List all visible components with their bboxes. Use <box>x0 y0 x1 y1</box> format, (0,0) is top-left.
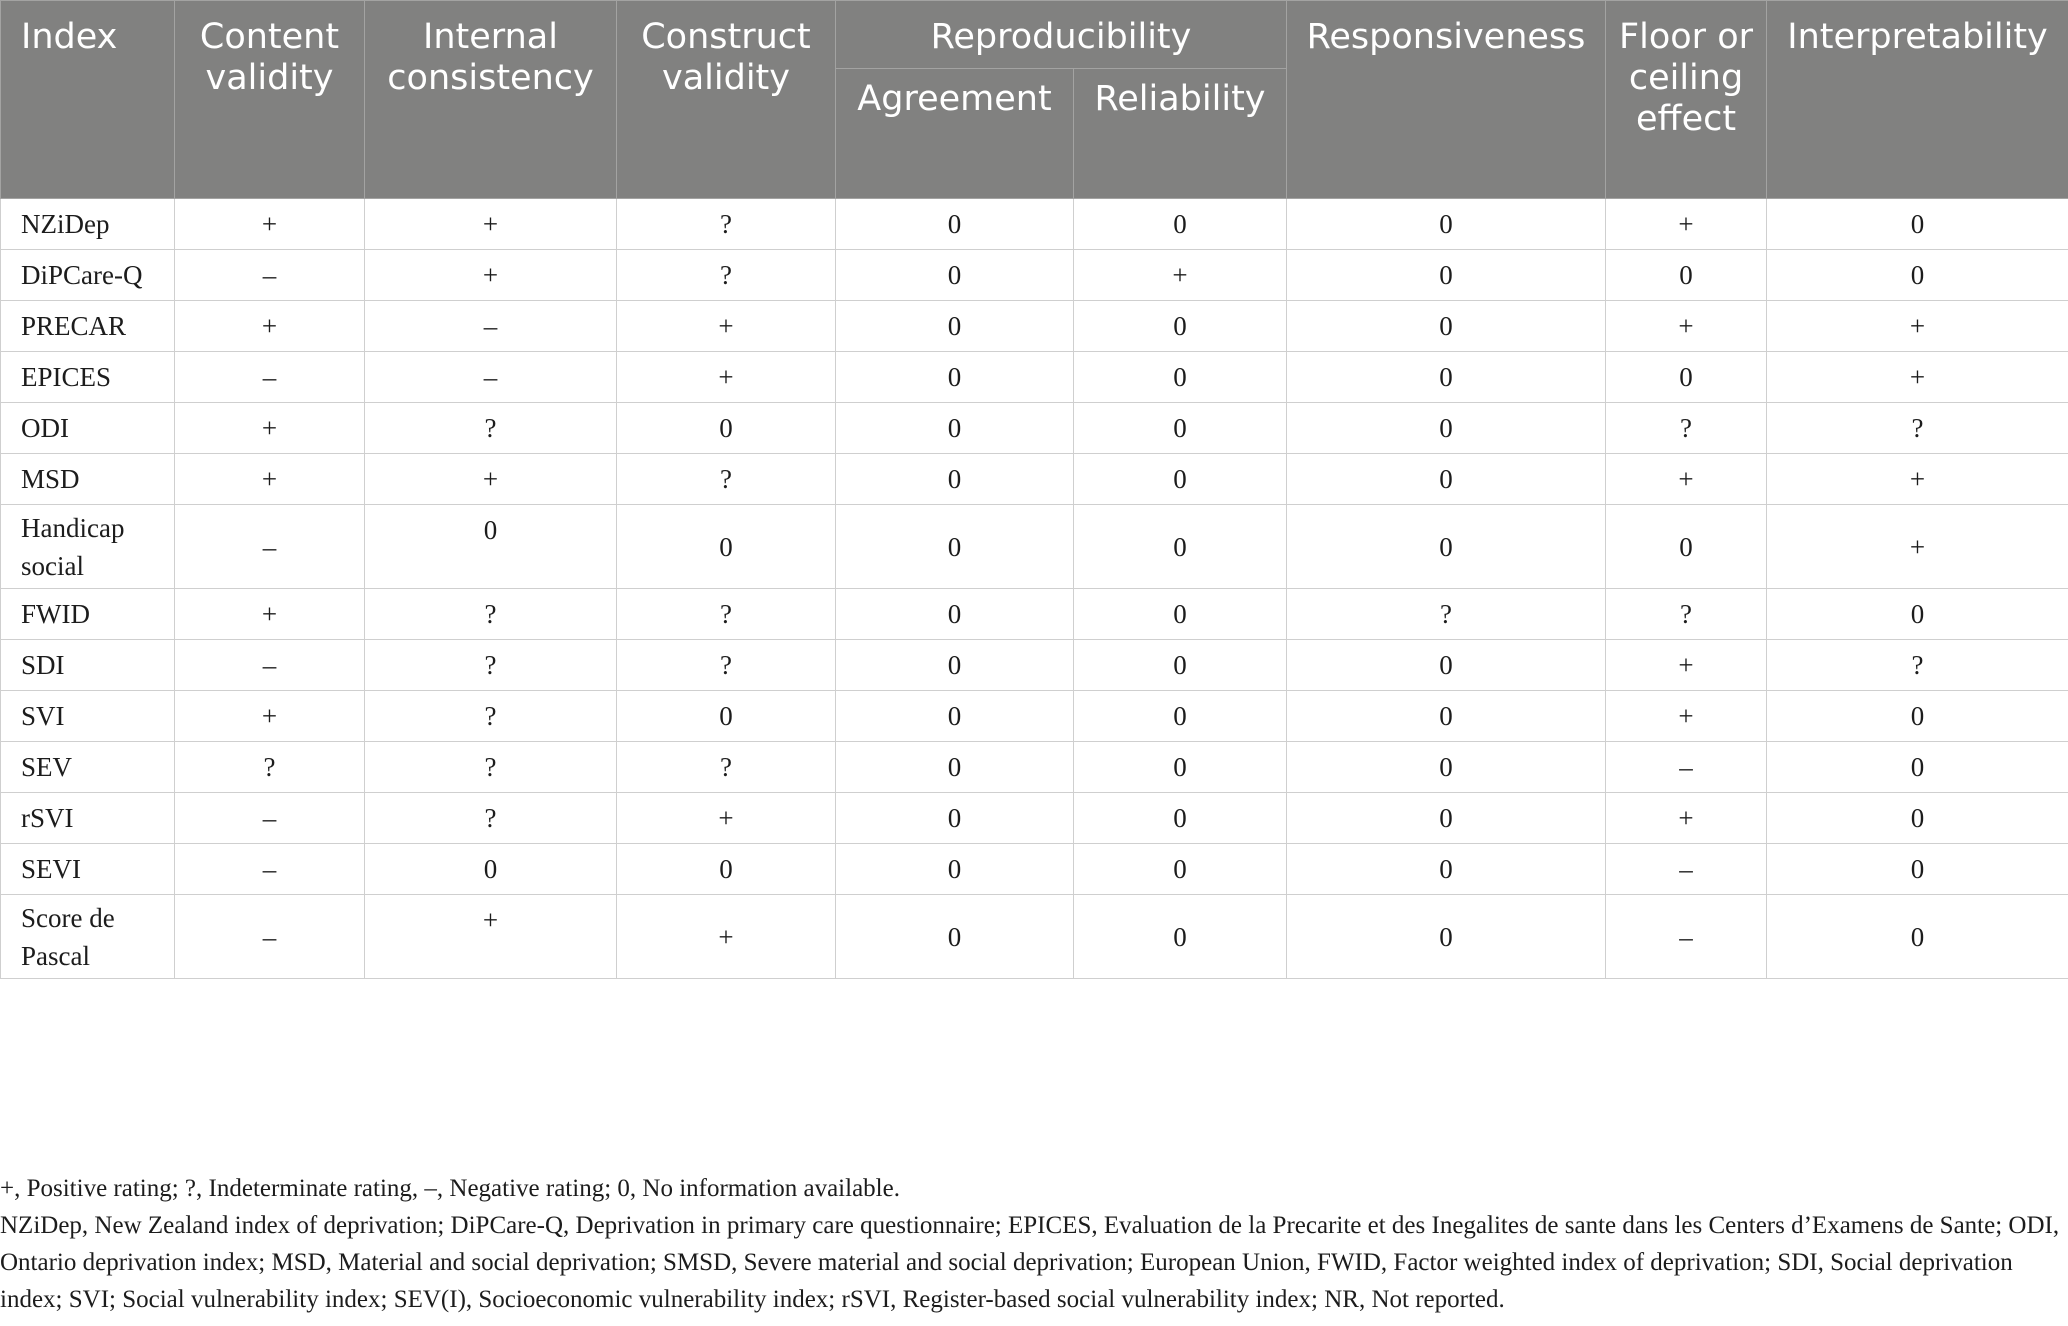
index-cell: ODI <box>1 403 175 454</box>
floor-ceiling-cell: – <box>1606 844 1767 895</box>
interpretability-cell: 0 <box>1767 742 2068 793</box>
interpretability-cell: ? <box>1767 403 2068 454</box>
reliability-cell: 0 <box>1074 895 1287 979</box>
floor-ceiling-cell: – <box>1606 742 1767 793</box>
internal-consistency-cell: + <box>365 199 617 250</box>
content-validity-cell: ? <box>175 742 365 793</box>
index-cell: SVI <box>1 691 175 742</box>
interpretability-cell: + <box>1767 505 2068 589</box>
reliability-cell: 0 <box>1074 742 1287 793</box>
internal-consistency-cell: + <box>365 895 617 979</box>
interpretability-cell: 0 <box>1767 793 2068 844</box>
header-reliability: Reliability <box>1074 69 1287 199</box>
internal-consistency-cell: 0 <box>365 844 617 895</box>
agreement-cell: 0 <box>836 505 1074 589</box>
reliability-cell: 0 <box>1074 352 1287 403</box>
content-validity-cell: + <box>175 691 365 742</box>
table-row <box>1 301 2068 352</box>
internal-consistency-cell: + <box>365 454 617 505</box>
header-internal-consistency: Internal consistency <box>365 1 617 199</box>
responsiveness-cell: 0 <box>1287 895 1606 979</box>
index-cell: PRECAR <box>1 301 175 352</box>
agreement-cell: 0 <box>836 742 1074 793</box>
index-cell: FWID <box>1 589 175 640</box>
construct-validity-cell: ? <box>617 640 836 691</box>
table-row <box>1 844 2068 895</box>
reliability-cell: 0 <box>1074 505 1287 589</box>
table-row <box>1 640 2068 691</box>
index-cell: Score de Pascal <box>1 895 175 979</box>
internal-consistency-cell: + <box>365 250 617 301</box>
index-cell: DiPCare-Q <box>1 250 175 301</box>
agreement-cell: 0 <box>836 352 1074 403</box>
footnote-legend: +, Positive rating; ?, Indeterminate rating, –, Negative rating; 0, No information available. <box>0 1175 900 1202</box>
header-content-validity: Content validity <box>175 1 365 199</box>
responsiveness-cell: 0 <box>1287 352 1606 403</box>
table-row <box>1 895 2068 979</box>
table-row <box>1 199 2068 250</box>
agreement-cell: 0 <box>836 403 1074 454</box>
floor-ceiling-cell: 0 <box>1606 250 1767 301</box>
reliability-cell: 0 <box>1074 301 1287 352</box>
reliability-cell: 0 <box>1074 199 1287 250</box>
table-footnotes <box>0 1170 2062 1318</box>
agreement-cell: 0 <box>836 895 1074 979</box>
floor-ceiling-cell: 0 <box>1606 505 1767 589</box>
reliability-cell: 0 <box>1074 691 1287 742</box>
table-header <box>1 1 2068 199</box>
agreement-cell: 0 <box>836 250 1074 301</box>
responsiveness-cell: 0 <box>1287 691 1606 742</box>
construct-validity-cell: ? <box>617 742 836 793</box>
responsiveness-cell: 0 <box>1287 199 1606 250</box>
reliability-cell: 0 <box>1074 844 1287 895</box>
construct-validity-cell: + <box>617 301 836 352</box>
table-row <box>1 505 2068 589</box>
table-row <box>1 793 2068 844</box>
footnote-abbreviations: NZiDep, New Zealand index of deprivation; DiPCare-Q, Deprivation in primary care questionnaire; EPICES, Evaluation de la Precarite et des Inegalites de sante dans les Centers d’Examens de Sante; ODI, Ontario deprivation index; MSD, Material and social deprivation; SMSD, Severe material and social deprivation; European Union, FWID, Factor weighted index of deprivation; SDI, Social deprivation index; SVI; Social vulnerability index; SEV(I), Socioeconomic vulnerability index; rSVI, Register-based social vulnerability index; NR, Not reported. <box>0 1212 2060 1313</box>
content-validity-cell: – <box>175 844 365 895</box>
table-row <box>1 352 2068 403</box>
construct-validity-cell: ? <box>617 250 836 301</box>
table-row <box>1 691 2068 742</box>
floor-ceiling-cell: + <box>1606 793 1767 844</box>
internal-consistency-cell: ? <box>365 742 617 793</box>
header-construct-validity: Construct validity <box>617 1 836 199</box>
internal-consistency-cell: – <box>365 352 617 403</box>
index-cell: NZiDep <box>1 199 175 250</box>
content-validity-cell: – <box>175 505 365 589</box>
index-cell: rSVI <box>1 793 175 844</box>
table-row <box>1 403 2068 454</box>
internal-consistency-cell: ? <box>365 403 617 454</box>
construct-validity-cell: + <box>617 793 836 844</box>
floor-ceiling-cell: + <box>1606 301 1767 352</box>
index-cell: SDI <box>1 640 175 691</box>
table-row <box>1 454 2068 505</box>
reliability-cell: 0 <box>1074 640 1287 691</box>
content-validity-cell: + <box>175 454 365 505</box>
index-cell: Handicap social <box>1 505 175 589</box>
table-row <box>1 742 2068 793</box>
content-validity-cell: – <box>175 352 365 403</box>
responsiveness-cell: 0 <box>1287 793 1606 844</box>
content-validity-cell: – <box>175 250 365 301</box>
header-floor-ceiling-effect: Floor or ceiling effect <box>1606 1 1767 199</box>
construct-validity-cell: ? <box>617 589 836 640</box>
table-row <box>1 589 2068 640</box>
header-reproducibility: Reproducibility <box>836 1 1287 69</box>
interpretability-cell: 0 <box>1767 691 2068 742</box>
responsiveness-cell: 0 <box>1287 454 1606 505</box>
interpretability-cell: 0 <box>1767 199 2068 250</box>
interpretability-cell: 0 <box>1767 844 2068 895</box>
agreement-cell: 0 <box>836 844 1074 895</box>
responsiveness-cell: 0 <box>1287 640 1606 691</box>
interpretability-cell: + <box>1767 301 2068 352</box>
content-validity-cell: – <box>175 640 365 691</box>
reliability-cell: 0 <box>1074 454 1287 505</box>
content-validity-cell: + <box>175 301 365 352</box>
interpretability-cell: 0 <box>1767 250 2068 301</box>
header-responsiveness: Responsiveness <box>1287 1 1606 199</box>
construct-validity-cell: 0 <box>617 403 836 454</box>
reliability-cell: + <box>1074 250 1287 301</box>
interpretability-cell: ? <box>1767 640 2068 691</box>
reliability-cell: 0 <box>1074 793 1287 844</box>
agreement-cell: 0 <box>836 589 1074 640</box>
content-validity-cell: – <box>175 793 365 844</box>
internal-consistency-cell: ? <box>365 691 617 742</box>
internal-consistency-cell: ? <box>365 589 617 640</box>
agreement-cell: 0 <box>836 691 1074 742</box>
agreement-cell: 0 <box>836 640 1074 691</box>
reliability-cell: 0 <box>1074 589 1287 640</box>
agreement-cell: 0 <box>836 454 1074 505</box>
responsiveness-cell: 0 <box>1287 742 1606 793</box>
construct-validity-cell: 0 <box>617 844 836 895</box>
responsiveness-cell: 0 <box>1287 403 1606 454</box>
interpretability-cell: + <box>1767 352 2068 403</box>
responsiveness-cell: 0 <box>1287 505 1606 589</box>
responsiveness-cell: 0 <box>1287 844 1606 895</box>
index-cell: EPICES <box>1 352 175 403</box>
header-index: Index <box>1 1 175 199</box>
content-validity-cell: + <box>175 199 365 250</box>
internal-consistency-cell: 0 <box>365 505 617 589</box>
internal-consistency-cell: ? <box>365 793 617 844</box>
header-agreement: Agreement <box>836 69 1074 199</box>
table-body <box>1 199 2068 979</box>
agreement-cell: 0 <box>836 301 1074 352</box>
floor-ceiling-cell: + <box>1606 691 1767 742</box>
index-cell: SEV <box>1 742 175 793</box>
floor-ceiling-cell: + <box>1606 640 1767 691</box>
construct-validity-cell: ? <box>617 199 836 250</box>
content-validity-cell: – <box>175 895 365 979</box>
construct-validity-cell: + <box>617 352 836 403</box>
internal-consistency-cell: ? <box>365 640 617 691</box>
construct-validity-cell: + <box>617 895 836 979</box>
floor-ceiling-cell: – <box>1606 895 1767 979</box>
table-row <box>1 250 2068 301</box>
floor-ceiling-cell: 0 <box>1606 352 1767 403</box>
construct-validity-cell: ? <box>617 454 836 505</box>
header-interpretability: Interpretability <box>1767 1 2068 199</box>
construct-validity-cell: 0 <box>617 691 836 742</box>
agreement-cell: 0 <box>836 199 1074 250</box>
content-validity-cell: + <box>175 589 365 640</box>
floor-ceiling-cell: ? <box>1606 589 1767 640</box>
responsiveness-cell: ? <box>1287 589 1606 640</box>
internal-consistency-cell: – <box>365 301 617 352</box>
floor-ceiling-cell: ? <box>1606 403 1767 454</box>
interpretability-cell: 0 <box>1767 589 2068 640</box>
responsiveness-cell: 0 <box>1287 250 1606 301</box>
index-cell: SEVI <box>1 844 175 895</box>
agreement-cell: 0 <box>836 793 1074 844</box>
responsiveness-cell: 0 <box>1287 301 1606 352</box>
index-cell: MSD <box>1 454 175 505</box>
interpretability-cell: 0 <box>1767 895 2068 979</box>
floor-ceiling-cell: + <box>1606 199 1767 250</box>
interpretability-cell: + <box>1767 454 2068 505</box>
reliability-cell: 0 <box>1074 403 1287 454</box>
floor-ceiling-cell: + <box>1606 454 1767 505</box>
content-validity-cell: + <box>175 403 365 454</box>
construct-validity-cell: 0 <box>617 505 836 589</box>
